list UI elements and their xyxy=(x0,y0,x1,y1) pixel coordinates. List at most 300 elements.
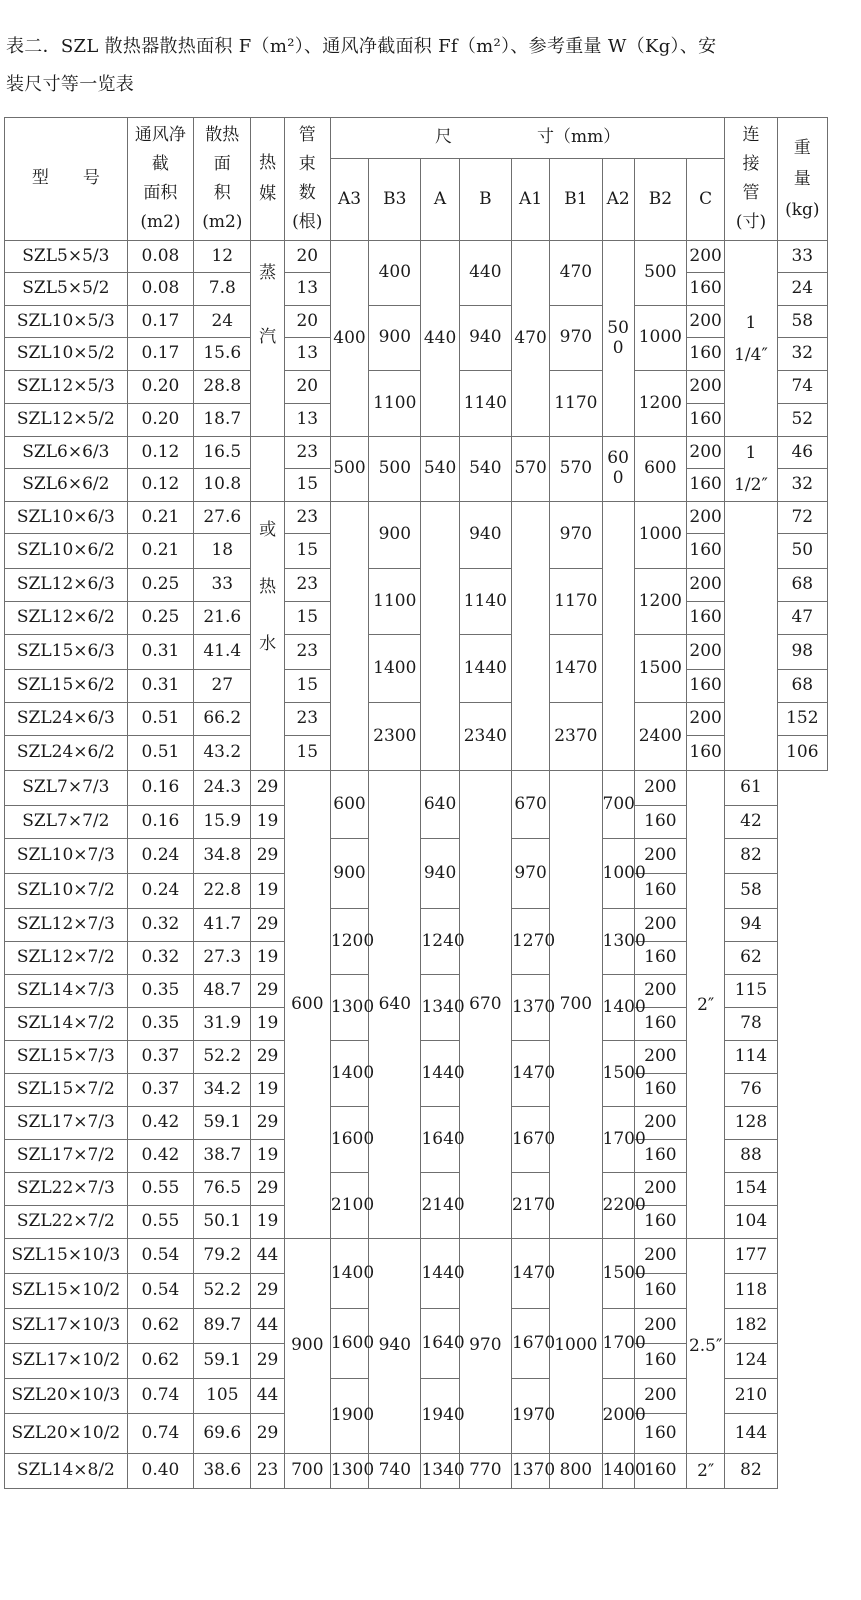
cell-heat-area: 52.2 xyxy=(194,1041,251,1074)
cell-weight: 82 xyxy=(725,839,777,874)
cell-heat-area: 18 xyxy=(194,534,251,569)
radiator-spec-table xyxy=(4,117,828,1489)
cell-ventilation-area: 0.20 xyxy=(127,404,193,437)
cell-dim-A: 640 xyxy=(369,771,421,1239)
header-connection-line: 接 xyxy=(742,154,760,174)
cell-weight: 154 xyxy=(725,1173,777,1206)
cell-heat-area: 89.7 xyxy=(194,1309,251,1344)
cell-dim-A3: 500 xyxy=(330,437,368,502)
cell-model: SZL17×7/2 xyxy=(5,1140,128,1173)
cell-ventilation-area: 0.21 xyxy=(127,534,193,569)
header-heat-area-line: 散热 xyxy=(205,125,240,145)
cell-tube-count: 29 xyxy=(251,909,284,942)
cell-connection xyxy=(687,1454,725,1489)
cell-dim-B1: 2370 xyxy=(550,703,602,771)
cell-connection xyxy=(687,771,725,1239)
cell-weight: 124 xyxy=(725,1344,777,1379)
cell-model: SZL6×6/2 xyxy=(5,469,128,502)
cell-weight: 72 xyxy=(777,502,827,534)
cell-model: SZL15×7/3 xyxy=(5,1041,128,1074)
header-connection xyxy=(725,118,777,241)
cell-model: SZL10×7/3 xyxy=(5,839,128,874)
table-row xyxy=(5,1239,828,1274)
cell-heat-area: 59.1 xyxy=(194,1344,251,1379)
cell-heat-area: 27 xyxy=(194,670,251,703)
cell-dim-B3: 900 xyxy=(369,502,421,569)
table-row xyxy=(5,703,828,736)
cell-dim-B2: 2200 xyxy=(602,1173,634,1239)
cell-ventilation-area: 0.55 xyxy=(127,1206,193,1239)
cell-weight: 33 xyxy=(777,241,827,273)
cell-dim-B1: 570 xyxy=(550,437,602,502)
cell-dim-B2: 1000 xyxy=(634,306,686,371)
cell-dim-B: 2140 xyxy=(421,1173,459,1239)
table-caption xyxy=(6,28,836,104)
cell-dim-C: 160 xyxy=(634,1274,686,1309)
cell-weight: 47 xyxy=(777,602,827,635)
table-row xyxy=(5,371,828,404)
cell-model: SZL17×10/2 xyxy=(5,1344,128,1379)
cell-dim-B1: 1670 xyxy=(511,1309,549,1379)
cell-dim-B2: 2400 xyxy=(634,703,686,771)
cell-dim-B3: 1300 xyxy=(330,1454,368,1489)
cell-dim-B: 940 xyxy=(421,839,459,909)
cell-tube-count: 19 xyxy=(251,806,284,839)
cell-weight: 152 xyxy=(777,703,827,736)
header-dim-A3: A3 xyxy=(330,159,368,241)
cell-dim-B3: 400 xyxy=(369,241,421,306)
connection-size: 1/2″ xyxy=(734,475,768,495)
cell-weight: 74 xyxy=(777,371,827,404)
cell-tube-count: 44 xyxy=(251,1379,284,1414)
cell-dim-B2: 500 xyxy=(634,241,686,306)
cell-dim-C: 160 xyxy=(634,1414,686,1454)
cell-model: SZL10×6/2 xyxy=(5,534,128,569)
cell-weight: 115 xyxy=(725,975,777,1008)
cell-heat-area: 41.4 xyxy=(194,635,251,670)
cell-dim-B1: 970 xyxy=(550,306,602,371)
cell-tube-count: 23 xyxy=(284,703,330,736)
cell-dim-C: 200 xyxy=(687,306,725,338)
connection-size: 1/4″ xyxy=(734,344,768,365)
connection-size: 1 xyxy=(745,443,757,463)
cell-ventilation-area: 0.17 xyxy=(127,306,193,338)
cell-dim-B3: 1300 xyxy=(330,975,368,1041)
cell-model: SZL10×7/2 xyxy=(5,874,128,909)
cell-model: SZL12×6/2 xyxy=(5,602,128,635)
cell-ventilation-area: 0.24 xyxy=(127,839,193,874)
cell-dim-B: 640 xyxy=(421,771,459,839)
cell-heat-area: 38.7 xyxy=(194,1140,251,1173)
cell-dim-B1: 1370 xyxy=(511,1454,549,1489)
cell-weight: 177 xyxy=(725,1239,777,1274)
cell-dim-B3: 1100 xyxy=(369,371,421,437)
cell-dim-B: 1340 xyxy=(421,1454,459,1489)
header-dim-B1: B1 xyxy=(550,159,602,241)
header-medium xyxy=(251,118,284,241)
cell-ventilation-area: 0.08 xyxy=(127,273,193,306)
cell-heat-area: 31.9 xyxy=(194,1008,251,1041)
cell-heat-area: 7.8 xyxy=(194,273,251,306)
header-medium-line: 热 xyxy=(259,153,277,173)
cell-model: SZL7×7/3 xyxy=(5,771,128,806)
cell-ventilation-area: 0.12 xyxy=(127,469,193,502)
cell-heat-area: 34.2 xyxy=(194,1074,251,1107)
cell-tube-count: 19 xyxy=(251,942,284,975)
cell-ventilation-area: 0.42 xyxy=(127,1107,193,1140)
table-row xyxy=(5,241,828,273)
cell-dim-C: 160 xyxy=(687,404,725,437)
cell-dim-C: 200 xyxy=(687,502,725,534)
cell-ventilation-area: 0.55 xyxy=(127,1173,193,1206)
cell-tube-count: 29 xyxy=(251,771,284,806)
cell-ventilation-area: 0.62 xyxy=(127,1309,193,1344)
header-ventilation-area-line: 通风净 xyxy=(134,125,186,145)
cell-ventilation-area: 0.40 xyxy=(127,1454,193,1489)
header-weight-line: 量 xyxy=(793,168,811,189)
connection-size: 2″ xyxy=(697,1461,715,1481)
cell-model: SZL20×10/3 xyxy=(5,1379,128,1414)
cell-dim-C: 200 xyxy=(687,569,725,602)
cell-dim-C: 200 xyxy=(634,1309,686,1344)
cell-weight: 114 xyxy=(725,1041,777,1074)
cell-ventilation-area: 0.16 xyxy=(127,806,193,839)
medium-char: 水 xyxy=(259,634,277,654)
header-connection-line: (寸) xyxy=(735,212,767,232)
cell-ventilation-area: 0.08 xyxy=(127,241,193,273)
cell-dim-B: 2340 xyxy=(459,703,511,771)
cell-dim-B2: 1300 xyxy=(602,909,634,975)
cell-dim-C: 160 xyxy=(634,1206,686,1239)
header-row-1 xyxy=(5,118,828,159)
cell-ventilation-area: 0.17 xyxy=(127,338,193,371)
header-weight xyxy=(777,118,827,241)
cell-weight: 62 xyxy=(725,942,777,975)
cell-ventilation-area: 0.51 xyxy=(127,703,193,736)
cell-model: SZL24×6/3 xyxy=(5,703,128,736)
cell-dim-B2: 600 xyxy=(634,437,686,502)
cell-dim-B2: 1500 xyxy=(634,635,686,703)
cell-weight: 24 xyxy=(777,273,827,306)
cell-dim-C: 160 xyxy=(687,338,725,371)
cell-connection xyxy=(687,1239,725,1454)
cell-heat-area: 27.6 xyxy=(194,502,251,534)
cell-dim-C: 200 xyxy=(634,975,686,1008)
cell-heat-area: 24 xyxy=(194,306,251,338)
cell-dim-C: 160 xyxy=(687,273,725,306)
cell-weight: 88 xyxy=(725,1140,777,1173)
header-dim-A1: A1 xyxy=(511,159,549,241)
cell-weight: 58 xyxy=(777,306,827,338)
cell-ventilation-area: 0.54 xyxy=(127,1239,193,1274)
cell-ventilation-area: 0.31 xyxy=(127,670,193,703)
cell-model: SZL12×5/3 xyxy=(5,371,128,404)
cell-dim-B2: 1400 xyxy=(602,975,634,1041)
cell-ventilation-area: 0.20 xyxy=(127,371,193,404)
table-row xyxy=(5,1454,828,1489)
header-tube-count-line: 数 xyxy=(298,183,316,203)
cell-weight: 128 xyxy=(725,1107,777,1140)
cell-weight: 32 xyxy=(777,469,827,502)
cell-dim-B3: 1600 xyxy=(330,1107,368,1173)
medium-char: 或 xyxy=(259,520,277,540)
cell-heat-area: 21.6 xyxy=(194,602,251,635)
cell-weight: 182 xyxy=(725,1309,777,1344)
cell-ventilation-area: 0.25 xyxy=(127,602,193,635)
cell-dim-C: 160 xyxy=(687,602,725,635)
header-connection-line: 连 xyxy=(742,125,760,145)
table-row xyxy=(5,569,828,602)
cell-weight: 32 xyxy=(777,338,827,371)
header-heat-area-line: 积 xyxy=(213,183,231,203)
cell-weight: 68 xyxy=(777,569,827,602)
cell-tube-count: 29 xyxy=(251,1107,284,1140)
cell-dim-B3: 1200 xyxy=(330,909,368,975)
connection-size: 2.5″ xyxy=(688,1336,723,1356)
cell-dim-A1: 470 xyxy=(511,241,549,437)
cell-dim-B3: 1400 xyxy=(330,1041,368,1107)
cell-tube-count: 19 xyxy=(251,1008,284,1041)
header-tube-count-line: (根) xyxy=(292,212,323,232)
cell-heat-area: 43.2 xyxy=(194,736,251,771)
medium-char: 热 xyxy=(259,577,277,597)
header-dimension-group: 尺 寸（mm） xyxy=(330,118,724,159)
cell-dim-A xyxy=(421,502,459,771)
cell-ventilation-area: 0.31 xyxy=(127,635,193,670)
cell-dim-A1: 770 xyxy=(459,1454,511,1489)
cell-dim-C: 200 xyxy=(634,1041,686,1074)
cell-dim-C: 200 xyxy=(634,1173,686,1206)
cell-tube-count: 29 xyxy=(251,1173,284,1206)
cell-heat-area: 48.7 xyxy=(194,975,251,1008)
cell-tube-count: 23 xyxy=(284,502,330,534)
cell-model: SZL12×7/3 xyxy=(5,909,128,942)
cell-ventilation-area: 0.42 xyxy=(127,1140,193,1173)
cell-dim-A3 xyxy=(330,502,368,771)
cell-dim-B2: 1200 xyxy=(634,569,686,635)
header-tube-count xyxy=(284,118,330,241)
cell-dim-B3: 2100 xyxy=(330,1173,368,1239)
cell-dim-B: 1440 xyxy=(421,1041,459,1107)
cell-model: SZL15×10/2 xyxy=(5,1274,128,1309)
cell-tube-count: 13 xyxy=(284,404,330,437)
cell-dim-B2: 1500 xyxy=(602,1239,634,1309)
cell-dim-B1: 1470 xyxy=(511,1239,549,1309)
header-dim-B: B xyxy=(459,159,511,241)
cell-model: SZL12×7/2 xyxy=(5,942,128,975)
connection-size: 1 xyxy=(745,312,757,333)
cell-dim-A: 440 xyxy=(421,241,459,437)
cell-model: SZL10×5/2 xyxy=(5,338,128,371)
cell-dim-B: 1640 xyxy=(421,1309,459,1379)
cell-ventilation-area: 0.24 xyxy=(127,874,193,909)
cell-dim-B1: 670 xyxy=(511,771,549,839)
cell-dim-B1: 1470 xyxy=(511,1041,549,1107)
cell-weight: 82 xyxy=(725,1454,777,1489)
cell-model: SZL10×5/3 xyxy=(5,306,128,338)
cell-dim-B2: 1400 xyxy=(602,1454,634,1489)
cell-dim-A3: 900 xyxy=(284,1239,330,1454)
cell-dim-B1: 1170 xyxy=(550,569,602,635)
cell-dim-B1: 2170 xyxy=(511,1173,549,1239)
cell-dim-B3: 600 xyxy=(330,771,368,839)
cell-heat-area: 27.3 xyxy=(194,942,251,975)
cell-dim-C: 200 xyxy=(634,771,686,806)
cell-dim-B: 1140 xyxy=(459,569,511,635)
cell-dim-B1: 1970 xyxy=(511,1379,549,1454)
cell-dim-A: 540 xyxy=(421,437,459,502)
cell-dim-B2: 1200 xyxy=(634,371,686,437)
cell-heat-area: 28.8 xyxy=(194,371,251,404)
cell-ventilation-area: 0.25 xyxy=(127,569,193,602)
cell-dim-C: 200 xyxy=(634,909,686,942)
cell-ventilation-area: 0.32 xyxy=(127,942,193,975)
cell-dim-B2: 1000 xyxy=(634,502,686,569)
cell-dim-C: 160 xyxy=(634,1074,686,1107)
cell-dim-C: 200 xyxy=(687,371,725,404)
cell-model: SZL24×6/2 xyxy=(5,736,128,771)
cell-tube-count: 29 xyxy=(251,975,284,1008)
cell-dim-C: 160 xyxy=(687,534,725,569)
cell-ventilation-area: 0.74 xyxy=(127,1379,193,1414)
cell-model: SZL7×7/2 xyxy=(5,806,128,839)
cell-ventilation-area: 0.35 xyxy=(127,975,193,1008)
cell-heat-area: 105 xyxy=(194,1379,251,1414)
cell-heat-area: 15.9 xyxy=(194,806,251,839)
cell-dim-C: 200 xyxy=(634,1239,686,1274)
cell-tube-count: 29 xyxy=(251,839,284,874)
header-ventilation-area-line: 截 xyxy=(151,154,169,174)
cell-weight: 46 xyxy=(777,437,827,469)
cell-dim-C: 160 xyxy=(634,942,686,975)
cell-tube-count: 19 xyxy=(251,874,284,909)
cell-dim-B3: 900 xyxy=(369,306,421,371)
cell-tube-count: 29 xyxy=(251,1274,284,1309)
cell-model: SZL15×6/3 xyxy=(5,635,128,670)
cell-dim-B2: 1700 xyxy=(602,1107,634,1173)
cell-model: SZL5×5/2 xyxy=(5,273,128,306)
cell-heat-area: 18.7 xyxy=(194,404,251,437)
cell-model: SZL6×6/3 xyxy=(5,437,128,469)
cell-tube-count: 19 xyxy=(251,1206,284,1239)
cell-dim-B3: 1400 xyxy=(330,1239,368,1309)
cell-ventilation-area: 0.37 xyxy=(127,1041,193,1074)
cell-dim-A2 xyxy=(602,502,634,771)
cell-weight: 144 xyxy=(725,1414,777,1454)
cell-tube-count: 23 xyxy=(251,1454,284,1489)
cell-dim-C: 160 xyxy=(634,806,686,839)
cell-weight: 118 xyxy=(725,1274,777,1309)
cell-model: SZL14×8/2 xyxy=(5,1454,128,1489)
cell-weight: 76 xyxy=(725,1074,777,1107)
table-row xyxy=(5,437,828,469)
cell-dim-B: 1140 xyxy=(459,371,511,437)
header-ventilation-area xyxy=(127,118,193,241)
cell-heat-area: 66.2 xyxy=(194,703,251,736)
cell-dim-C: 160 xyxy=(634,874,686,909)
cell-dim-A2: 500 xyxy=(602,241,634,437)
cell-dim-A3: 400 xyxy=(330,241,368,437)
cell-model: SZL5×5/3 xyxy=(5,241,128,273)
cell-model: SZL22×7/3 xyxy=(5,1173,128,1206)
table-row xyxy=(5,635,828,670)
cell-weight: 50 xyxy=(777,534,827,569)
cell-medium xyxy=(251,502,284,771)
cell-dim-B3: 500 xyxy=(369,437,421,502)
cell-model: SZL17×10/3 xyxy=(5,1309,128,1344)
cell-dim-B1: 1170 xyxy=(550,371,602,437)
cell-medium xyxy=(251,241,284,437)
header-heat-area xyxy=(194,118,251,241)
connection-size: 2″ xyxy=(697,994,715,1015)
cell-tube-count: 44 xyxy=(251,1239,284,1274)
cell-tube-count: 23 xyxy=(284,437,330,469)
cell-dim-A: 740 xyxy=(369,1454,421,1489)
cell-dim-C: 200 xyxy=(634,839,686,874)
cell-model: SZL12×5/2 xyxy=(5,404,128,437)
cell-ventilation-area: 0.32 xyxy=(127,909,193,942)
header-dim-A2: A2 xyxy=(602,159,634,241)
cell-model: SZL12×6/3 xyxy=(5,569,128,602)
cell-tube-count: 15 xyxy=(284,469,330,502)
cell-tube-count: 20 xyxy=(284,241,330,273)
cell-ventilation-area: 0.12 xyxy=(127,437,193,469)
cell-dim-B: 940 xyxy=(459,502,511,569)
cell-weight: 104 xyxy=(725,1206,777,1239)
cell-ventilation-area: 0.16 xyxy=(127,771,193,806)
cell-dim-A3: 600 xyxy=(284,771,330,1239)
cell-dim-B3: 1600 xyxy=(330,1309,368,1379)
header-model: 型 号 xyxy=(5,118,128,241)
cell-tube-count: 15 xyxy=(284,736,330,771)
cell-dim-B3: 1100 xyxy=(369,569,421,635)
cell-connection xyxy=(725,241,777,437)
cell-ventilation-area: 0.54 xyxy=(127,1274,193,1309)
cell-dim-A: 940 xyxy=(369,1239,421,1454)
cell-dim-A1: 970 xyxy=(459,1239,511,1454)
cell-dim-C: 200 xyxy=(687,703,725,736)
cell-tube-count: 29 xyxy=(251,1414,284,1454)
cell-dim-B2: 1500 xyxy=(602,1041,634,1107)
cell-heat-area: 34.8 xyxy=(194,839,251,874)
cell-dim-B: 1940 xyxy=(421,1379,459,1454)
medium-char: 蒸 xyxy=(259,263,277,283)
cell-dim-C: 160 xyxy=(687,469,725,502)
cell-dim-B2: 1700 xyxy=(602,1309,634,1379)
cell-dim-A3: 700 xyxy=(284,1454,330,1489)
header-dim-B2: B2 xyxy=(634,159,686,241)
cell-dim-A2: 1000 xyxy=(550,1239,602,1454)
cell-dim-B2: 1000 xyxy=(602,839,634,909)
table-row xyxy=(5,306,828,338)
cell-tube-count: 15 xyxy=(284,670,330,703)
cell-model: SZL17×7/3 xyxy=(5,1107,128,1140)
cell-dim-B: 940 xyxy=(459,306,511,371)
cell-dim-B3: 2300 xyxy=(369,703,421,771)
cell-dim-B1: 1270 xyxy=(511,909,549,975)
cell-tube-count: 20 xyxy=(284,371,330,404)
cell-dim-A2: 800 xyxy=(550,1454,602,1489)
cell-dim-A1: 570 xyxy=(511,437,549,502)
cell-tube-count: 29 xyxy=(251,1344,284,1379)
medium-char: 汽 xyxy=(259,327,277,347)
cell-tube-count: 20 xyxy=(284,306,330,338)
cell-dim-B2: 2000 xyxy=(602,1379,634,1454)
cell-ventilation-area: 0.74 xyxy=(127,1414,193,1454)
cell-heat-area: 76.5 xyxy=(194,1173,251,1206)
cell-weight: 42 xyxy=(725,806,777,839)
cell-weight: 78 xyxy=(725,1008,777,1041)
